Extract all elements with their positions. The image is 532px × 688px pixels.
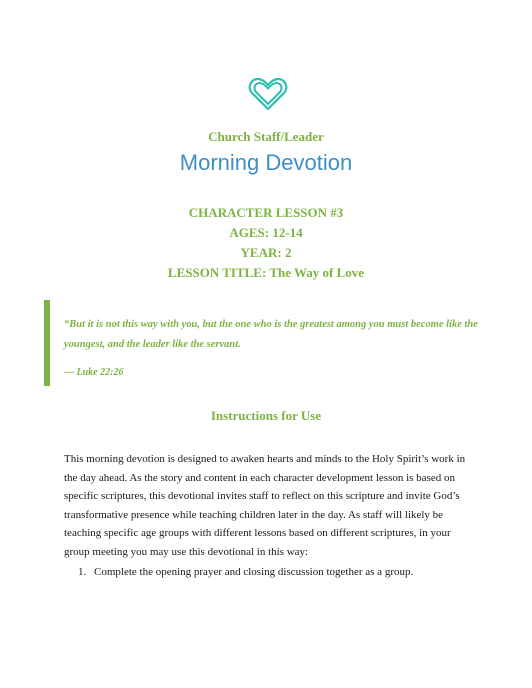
page-title: Morning Devotion [179,150,353,175]
lesson-title-label: LESSON TITLE: The Way of Love [167,265,365,280]
instructions-paragraph: This morning devotion is designed to awaken hearts and minds to the Holy Spirit’s work in the day ahead. As the story and content in each character development lesson is based on specific scriptures, this devotional invites staff to reflect on this scripture and invite God’s transformative presence while teaching children later in the day. As staff will likely be teaching specific age groups with different lessons based on different scriptures, in your group meeting you may use this devotional in this way: [64,453,466,558]
ages-label: AGES: 12-14 [229,225,303,240]
year-label: YEAR: 2 [240,245,292,260]
scripture-reference: — Luke 22:26 [64,367,124,378]
page-subtitle: Church Staff/Leader [208,129,324,144]
quote-bar [44,300,50,386]
scripture-quote: “But it is not this way with you, but the one who is the greatest among you must become like the youngest, and the leader like the servant. [64,319,478,350]
list-item-number: 1. [78,566,87,578]
list-item-text: Complete the opening prayer and closing discussion together as a group. [94,566,414,578]
list-item [78,566,413,578]
heart-icon [248,76,288,112]
instructions-list [78,566,413,578]
instructions-heading: Instructions for Use [210,408,322,423]
character-lesson-label: CHARACTER LESSON #3 [188,205,344,220]
